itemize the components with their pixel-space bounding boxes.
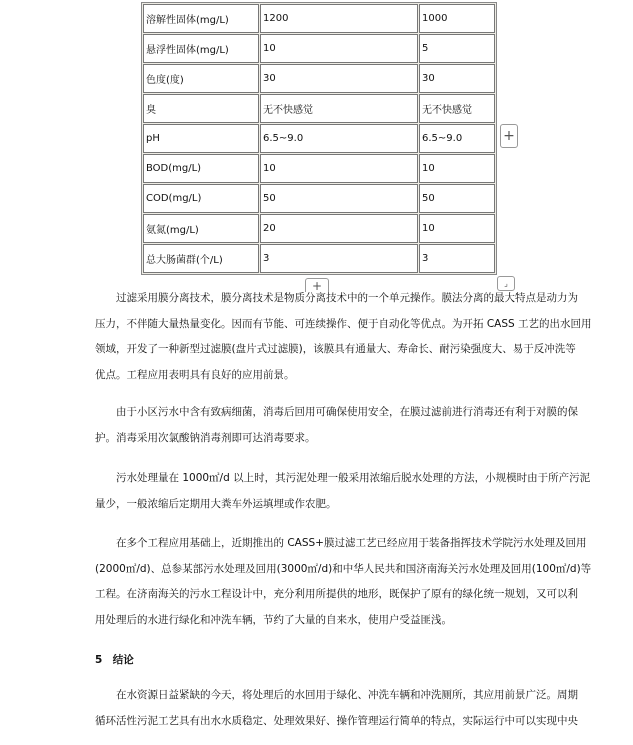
parameter-cell[interactable]: 氨氮(mg/L) [143, 214, 259, 243]
text-line: 护。消毒采用次氯酸钠消毒剂即可达消毒要求。 [95, 431, 316, 444]
parameter-cell[interactable]: BOD(mg/L) [143, 154, 259, 183]
table-row [143, 4, 495, 33]
parameter-cell[interactable]: 臭 [143, 94, 259, 123]
value-cell[interactable]: 3 [419, 244, 495, 273]
value-cell[interactable]: 10 [260, 34, 418, 63]
text-line: 循环活性污泥工艺具有出水水质稳定、处理效果好、操作管理运行简单的特点，实际运行中可以实现中央 [95, 714, 578, 727]
table-row [143, 34, 495, 63]
text-line: 在多个工程应用基础上，近期推出的 CASS+膜过滤工艺已经应用于装备指挥技术学院污水处理及回用 [116, 537, 587, 549]
text-line: 由于小区污水中含有致病细菌，消毒后回用可确保使用安全，在膜过滤前进行消毒还有利于对膜的保 [116, 406, 578, 418]
para-4 [95, 531, 592, 634]
table-row [143, 64, 495, 93]
table-row [143, 154, 495, 183]
value-cell[interactable]: 3 [260, 244, 418, 273]
text-line: 工程。在济南海关的污水工程设计中，充分利用所提供的地形，既保护了原有的绿化统一规划，又可以利 [95, 588, 578, 601]
text-line: 用处理后的水进行绿化和冲洗车辆，节约了大量的自来水，使用户受益匪浅。 [95, 614, 452, 627]
para-2 [95, 400, 578, 451]
plus-icon: + [503, 128, 515, 144]
parameter-cell[interactable]: 溶解性固体(mg/L) [143, 4, 259, 33]
water-quality-table [141, 2, 497, 275]
value-cell[interactable]: 10 [260, 154, 418, 183]
value-cell[interactable]: 6.5~9.0 [419, 124, 495, 153]
table-row [143, 184, 495, 213]
value-cell[interactable]: 30 [260, 64, 418, 93]
table-row [143, 94, 495, 123]
value-cell[interactable]: 50 [260, 184, 418, 213]
value-cell[interactable]: 无不快感觉 [260, 94, 418, 123]
table-row [143, 244, 495, 273]
value-cell[interactable]: 30 [419, 64, 495, 93]
table-row [143, 214, 495, 243]
text-line: (2000㎡/d)、总参某部污水处理及回用(3000㎡/d)和中华人民共和国济南海关污水处理及回用(100㎡/d)等 [95, 562, 592, 575]
table-row [143, 124, 495, 153]
value-cell[interactable]: 10 [419, 154, 495, 183]
para-1 [95, 286, 592, 389]
plus-icon: + [311, 278, 323, 293]
parameter-cell[interactable]: 悬浮性固体(mg/L) [143, 34, 259, 63]
value-cell[interactable]: 无不快感觉 [419, 94, 495, 123]
value-cell[interactable]: 20 [260, 214, 418, 243]
text-line: 压力，不伴随大量热量变化。因而有节能、可连续操作、便于自动化等优点。为开拓 CASS 工艺的出水回用 [95, 317, 592, 330]
text-line: 污水处理量在 1000㎡/d 以上时，其污泥处理一般采用浓缩后脱水处理的方法，小规模时由于所产污泥 [116, 472, 591, 484]
add-column-button[interactable] [500, 124, 518, 148]
text-line: 优点。工程应用表明具有良好的应用前景。 [95, 369, 295, 382]
parameter-cell[interactable]: COD(mg/L) [143, 184, 259, 213]
text-line: 量少，一般浓缩后定期用大粪车外运填埋或作农肥。 [95, 497, 337, 510]
parameter-cell[interactable]: pH [143, 124, 259, 153]
text-line: 领域，开发了一种新型过滤膜(盘片式过滤膜)，该膜具有通量大、寿命长、耐污染强度大、易于反冲洗等 [95, 343, 576, 356]
text-line: 过滤采用膜分离技术，膜分离技术是物质分离技术中的一个单元操作。膜法分离的最大特点是动力为 [116, 292, 578, 304]
value-cell[interactable]: 5 [419, 34, 495, 63]
parameter-cell[interactable]: 色度(度) [143, 64, 259, 93]
section-heading: 5 结论 [95, 654, 134, 666]
parameter-cell[interactable]: 总大肠菌群(个/L) [143, 244, 259, 273]
value-cell[interactable]: 50 [419, 184, 495, 213]
value-cell[interactable]: 6.5~9.0 [260, 124, 418, 153]
para-3 [95, 466, 591, 517]
text-line: 在水资源日益紧缺的今天，将处理后的水回用于绿化、冲洗车辆和冲洗厕所，其应用前景广泛。周期 [116, 689, 578, 701]
value-cell[interactable]: 1200 [260, 4, 418, 33]
value-cell[interactable]: 10 [419, 214, 495, 243]
resize-corner-icon: ⌟ [504, 279, 508, 288]
para-conclusion [95, 683, 578, 734]
value-cell[interactable]: 1000 [419, 4, 495, 33]
